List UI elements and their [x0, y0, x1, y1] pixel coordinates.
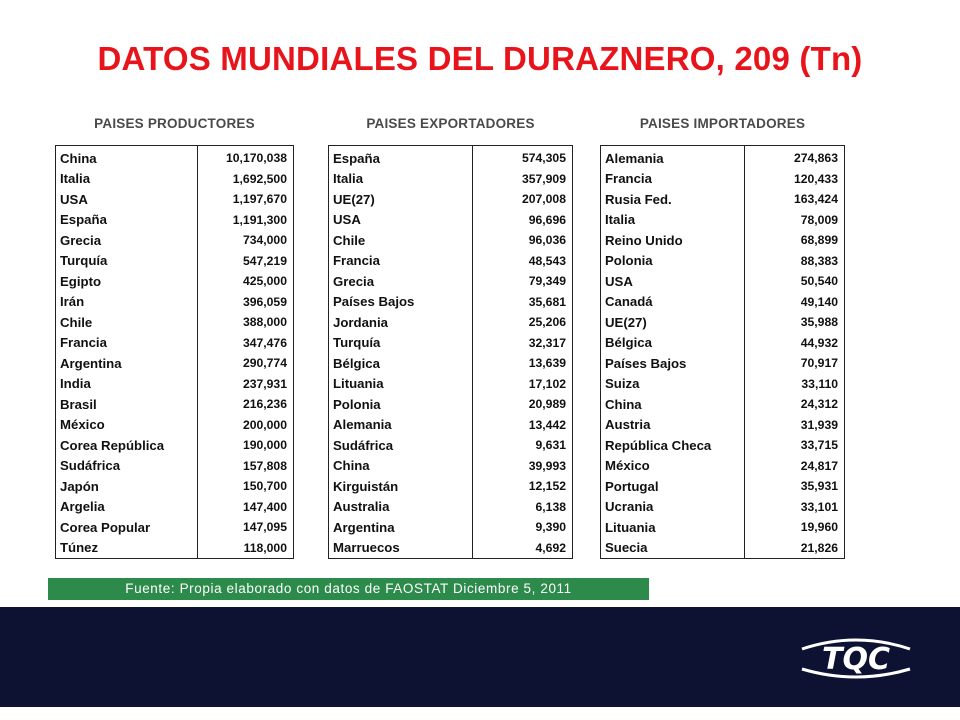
country-cell: Irán — [60, 294, 85, 310]
country-cell: USA — [60, 191, 88, 207]
table-row — [329, 210, 573, 231]
country-cell: Italia — [605, 212, 636, 228]
value-cell: 96,036 — [473, 230, 573, 251]
value-cell: 19,960 — [745, 517, 845, 538]
table-row — [601, 251, 845, 272]
country-cell: Suiza — [605, 376, 640, 392]
table-row — [56, 394, 294, 415]
country-cell: Italia — [60, 171, 91, 187]
value-cell: 31,939 — [745, 415, 845, 436]
value-cell: 1,197,670 — [198, 189, 294, 210]
value-cell: 12,152 — [473, 476, 573, 497]
table-row — [601, 497, 845, 518]
value-cell: 200,000 — [198, 415, 294, 436]
country-cell: México — [605, 458, 650, 474]
exportadores-table — [328, 145, 573, 559]
table-row — [56, 189, 294, 210]
table-row — [329, 456, 573, 477]
table-row — [56, 210, 294, 231]
table-row — [601, 189, 845, 210]
value-cell: 190,000 — [198, 435, 294, 456]
value-cell: 88,383 — [745, 251, 845, 272]
country-cell: República Checa — [605, 437, 712, 453]
value-cell: 574,305 — [473, 146, 573, 169]
value-cell: 396,059 — [198, 292, 294, 313]
country-cell: Ucrania — [605, 499, 654, 515]
page-title: DATOS MUNDIALES DEL DURAZNERO, 209 (Tn) — [97, 40, 863, 77]
value-cell: 9,390 — [473, 517, 573, 538]
table-row — [56, 353, 294, 374]
value-cell: 425,000 — [198, 271, 294, 292]
value-cell: 237,931 — [198, 374, 294, 395]
value-cell: 33,110 — [745, 374, 845, 395]
table-row — [329, 497, 573, 518]
value-cell: 78,009 — [745, 210, 845, 231]
country-cell: Sudáfrica — [333, 437, 394, 453]
table-row — [56, 230, 294, 251]
country-cell: Argentina — [60, 355, 122, 371]
country-cell: Egipto — [60, 273, 102, 289]
importadores-table — [600, 145, 845, 559]
table-row — [56, 435, 294, 456]
value-cell: 147,400 — [198, 497, 294, 518]
value-cell: 96,696 — [473, 210, 573, 231]
value-cell: 4,692 — [473, 538, 573, 559]
value-cell: 120,433 — [745, 169, 845, 190]
source-banner: Fuente: Propia elaborado con datos de FAOSTAT Diciembre 5, 2011 — [48, 578, 649, 600]
table-row — [329, 476, 573, 497]
country-cell: Portugal — [605, 478, 659, 494]
country-cell: Brasil — [60, 396, 97, 412]
country-cell: Grecia — [60, 232, 102, 248]
country-cell: Corea República — [60, 437, 165, 453]
value-cell: 290,774 — [198, 353, 294, 374]
country-cell: Chile — [333, 232, 366, 248]
value-cell: 39,993 — [473, 456, 573, 477]
country-cell: Turquía — [60, 253, 108, 269]
country-cell: India — [60, 376, 91, 392]
table-row — [601, 374, 845, 395]
country-cell: Bélgica — [333, 355, 380, 371]
value-cell: 33,101 — [745, 497, 845, 518]
table-row — [601, 353, 845, 374]
value-cell: 24,312 — [745, 394, 845, 415]
country-cell: Rusia Fed. — [605, 191, 672, 207]
table-row — [601, 456, 845, 477]
country-cell: Corea Popular — [60, 519, 151, 535]
logo-text: TQC — [822, 642, 890, 677]
table-row — [601, 210, 845, 231]
table-row — [329, 333, 573, 354]
country-cell: China — [605, 396, 642, 412]
value-cell: 20,989 — [473, 394, 573, 415]
country-cell: Italia — [333, 171, 364, 187]
value-cell: 70,917 — [745, 353, 845, 374]
value-cell: 25,206 — [473, 312, 573, 333]
value-cell: 50,540 — [745, 271, 845, 292]
table-row — [56, 538, 294, 559]
productores-section — [55, 116, 294, 559]
productores-table — [55, 145, 294, 559]
value-cell: 118,000 — [198, 538, 294, 559]
table-row — [601, 394, 845, 415]
country-cell: Argentina — [333, 519, 395, 535]
value-cell: 13,442 — [473, 415, 573, 436]
value-cell: 33,715 — [745, 435, 845, 456]
country-cell: Argelia — [60, 499, 105, 515]
country-cell: Grecia — [333, 273, 375, 289]
table-row — [56, 456, 294, 477]
table-row — [329, 435, 573, 456]
table-row — [329, 374, 573, 395]
country-cell: Lituania — [333, 376, 384, 392]
table-row — [601, 333, 845, 354]
table-row — [56, 476, 294, 497]
table-row — [601, 517, 845, 538]
exportadores-section — [328, 116, 573, 559]
country-cell: China — [333, 458, 370, 474]
country-cell: Reino Unido — [605, 232, 683, 248]
country-cell: Canadá — [605, 294, 653, 310]
value-cell: 79,349 — [473, 271, 573, 292]
country-cell: Francia — [333, 253, 380, 269]
table-row — [329, 415, 573, 436]
exportadores-header: PAISES EXPORTADORES — [366, 116, 535, 131]
value-cell: 547,219 — [198, 251, 294, 272]
country-cell: Francia — [605, 171, 652, 187]
table-row — [56, 292, 294, 313]
country-cell: España — [333, 150, 380, 166]
table-row — [601, 415, 845, 436]
table-row — [601, 292, 845, 313]
country-cell: Lituania — [605, 519, 656, 535]
table-row — [329, 538, 573, 559]
value-cell: 9,631 — [473, 435, 573, 456]
value-cell: 21,826 — [745, 538, 845, 559]
table-row — [56, 146, 294, 169]
table-row — [56, 497, 294, 518]
importadores-section — [600, 116, 845, 559]
table-row — [329, 271, 573, 292]
table-row — [56, 333, 294, 354]
country-cell: Austria — [605, 417, 651, 433]
country-cell: China — [60, 150, 97, 166]
country-cell: Alemania — [605, 150, 664, 166]
productores-header: PAISES PRODUCTORES — [94, 116, 255, 131]
value-cell: 35,931 — [745, 476, 845, 497]
table-row — [329, 353, 573, 374]
value-cell: 157,808 — [198, 456, 294, 477]
value-cell: 32,317 — [473, 333, 573, 354]
country-cell: Kirguistán — [333, 478, 399, 494]
value-cell: 10,170,038 — [198, 146, 294, 169]
country-cell: Japón — [60, 478, 99, 494]
value-cell: 17,102 — [473, 374, 573, 395]
country-cell: Polonia — [605, 253, 653, 269]
value-cell: 147,095 — [198, 517, 294, 538]
value-cell: 274,863 — [745, 146, 845, 169]
value-cell: 216,236 — [198, 394, 294, 415]
table-row — [329, 189, 573, 210]
table-row — [601, 312, 845, 333]
country-cell: USA — [333, 212, 361, 228]
table-row — [56, 415, 294, 436]
country-cell: Suecia — [605, 540, 648, 556]
table-row — [56, 271, 294, 292]
value-cell: 48,543 — [473, 251, 573, 272]
table-row — [56, 374, 294, 395]
country-cell: Jordania — [333, 314, 388, 330]
table-row — [601, 476, 845, 497]
country-cell: Marruecos — [333, 540, 400, 556]
value-cell: 388,000 — [198, 312, 294, 333]
value-cell: 6,138 — [473, 497, 573, 518]
country-cell: Bélgica — [605, 335, 652, 351]
value-cell: 35,988 — [745, 312, 845, 333]
value-cell: 150,700 — [198, 476, 294, 497]
country-cell: UE(27) — [605, 314, 647, 330]
country-cell: Países Bajos — [605, 355, 687, 371]
value-cell: 207,008 — [473, 189, 573, 210]
country-cell: Australia — [333, 499, 390, 515]
value-cell: 1,692,500 — [198, 169, 294, 190]
table-row — [329, 169, 573, 190]
table-row — [56, 312, 294, 333]
value-cell: 357,909 — [473, 169, 573, 190]
table-row — [329, 312, 573, 333]
tqc-logo-icon — [796, 627, 916, 687]
value-cell: 1,191,300 — [198, 210, 294, 231]
country-cell: España — [60, 212, 107, 228]
country-cell: Túnez — [60, 540, 99, 556]
value-cell: 49,140 — [745, 292, 845, 313]
table-row — [329, 394, 573, 415]
value-cell: 68,899 — [745, 230, 845, 251]
country-cell: Países Bajos — [333, 294, 415, 310]
value-cell: 347,476 — [198, 333, 294, 354]
country-cell: USA — [605, 273, 633, 289]
country-cell: México — [60, 417, 105, 433]
footer-bar — [0, 607, 960, 707]
table-row — [329, 230, 573, 251]
value-cell: 35,681 — [473, 292, 573, 313]
value-cell: 734,000 — [198, 230, 294, 251]
value-cell: 24,817 — [745, 456, 845, 477]
table-row — [601, 146, 845, 169]
country-cell: UE(27) — [333, 191, 375, 207]
country-cell: Alemania — [333, 417, 392, 433]
value-cell: 163,424 — [745, 189, 845, 210]
table-row — [601, 435, 845, 456]
table-row — [56, 169, 294, 190]
table-row — [601, 230, 845, 251]
country-cell: Turquía — [333, 335, 381, 351]
table-row — [329, 251, 573, 272]
table-row — [329, 292, 573, 313]
table-row — [601, 169, 845, 190]
table-row — [329, 517, 573, 538]
importadores-header: PAISES IMPORTADORES — [639, 116, 806, 131]
table-row — [56, 517, 294, 538]
value-cell: 44,932 — [745, 333, 845, 354]
country-cell: Polonia — [333, 396, 381, 412]
table-row — [329, 146, 573, 169]
table-row — [56, 251, 294, 272]
country-cell: Francia — [60, 335, 107, 351]
table-row — [601, 271, 845, 292]
country-cell: Chile — [60, 314, 93, 330]
table-row — [601, 538, 845, 559]
value-cell: 13,639 — [473, 353, 573, 374]
country-cell: Sudáfrica — [60, 458, 121, 474]
